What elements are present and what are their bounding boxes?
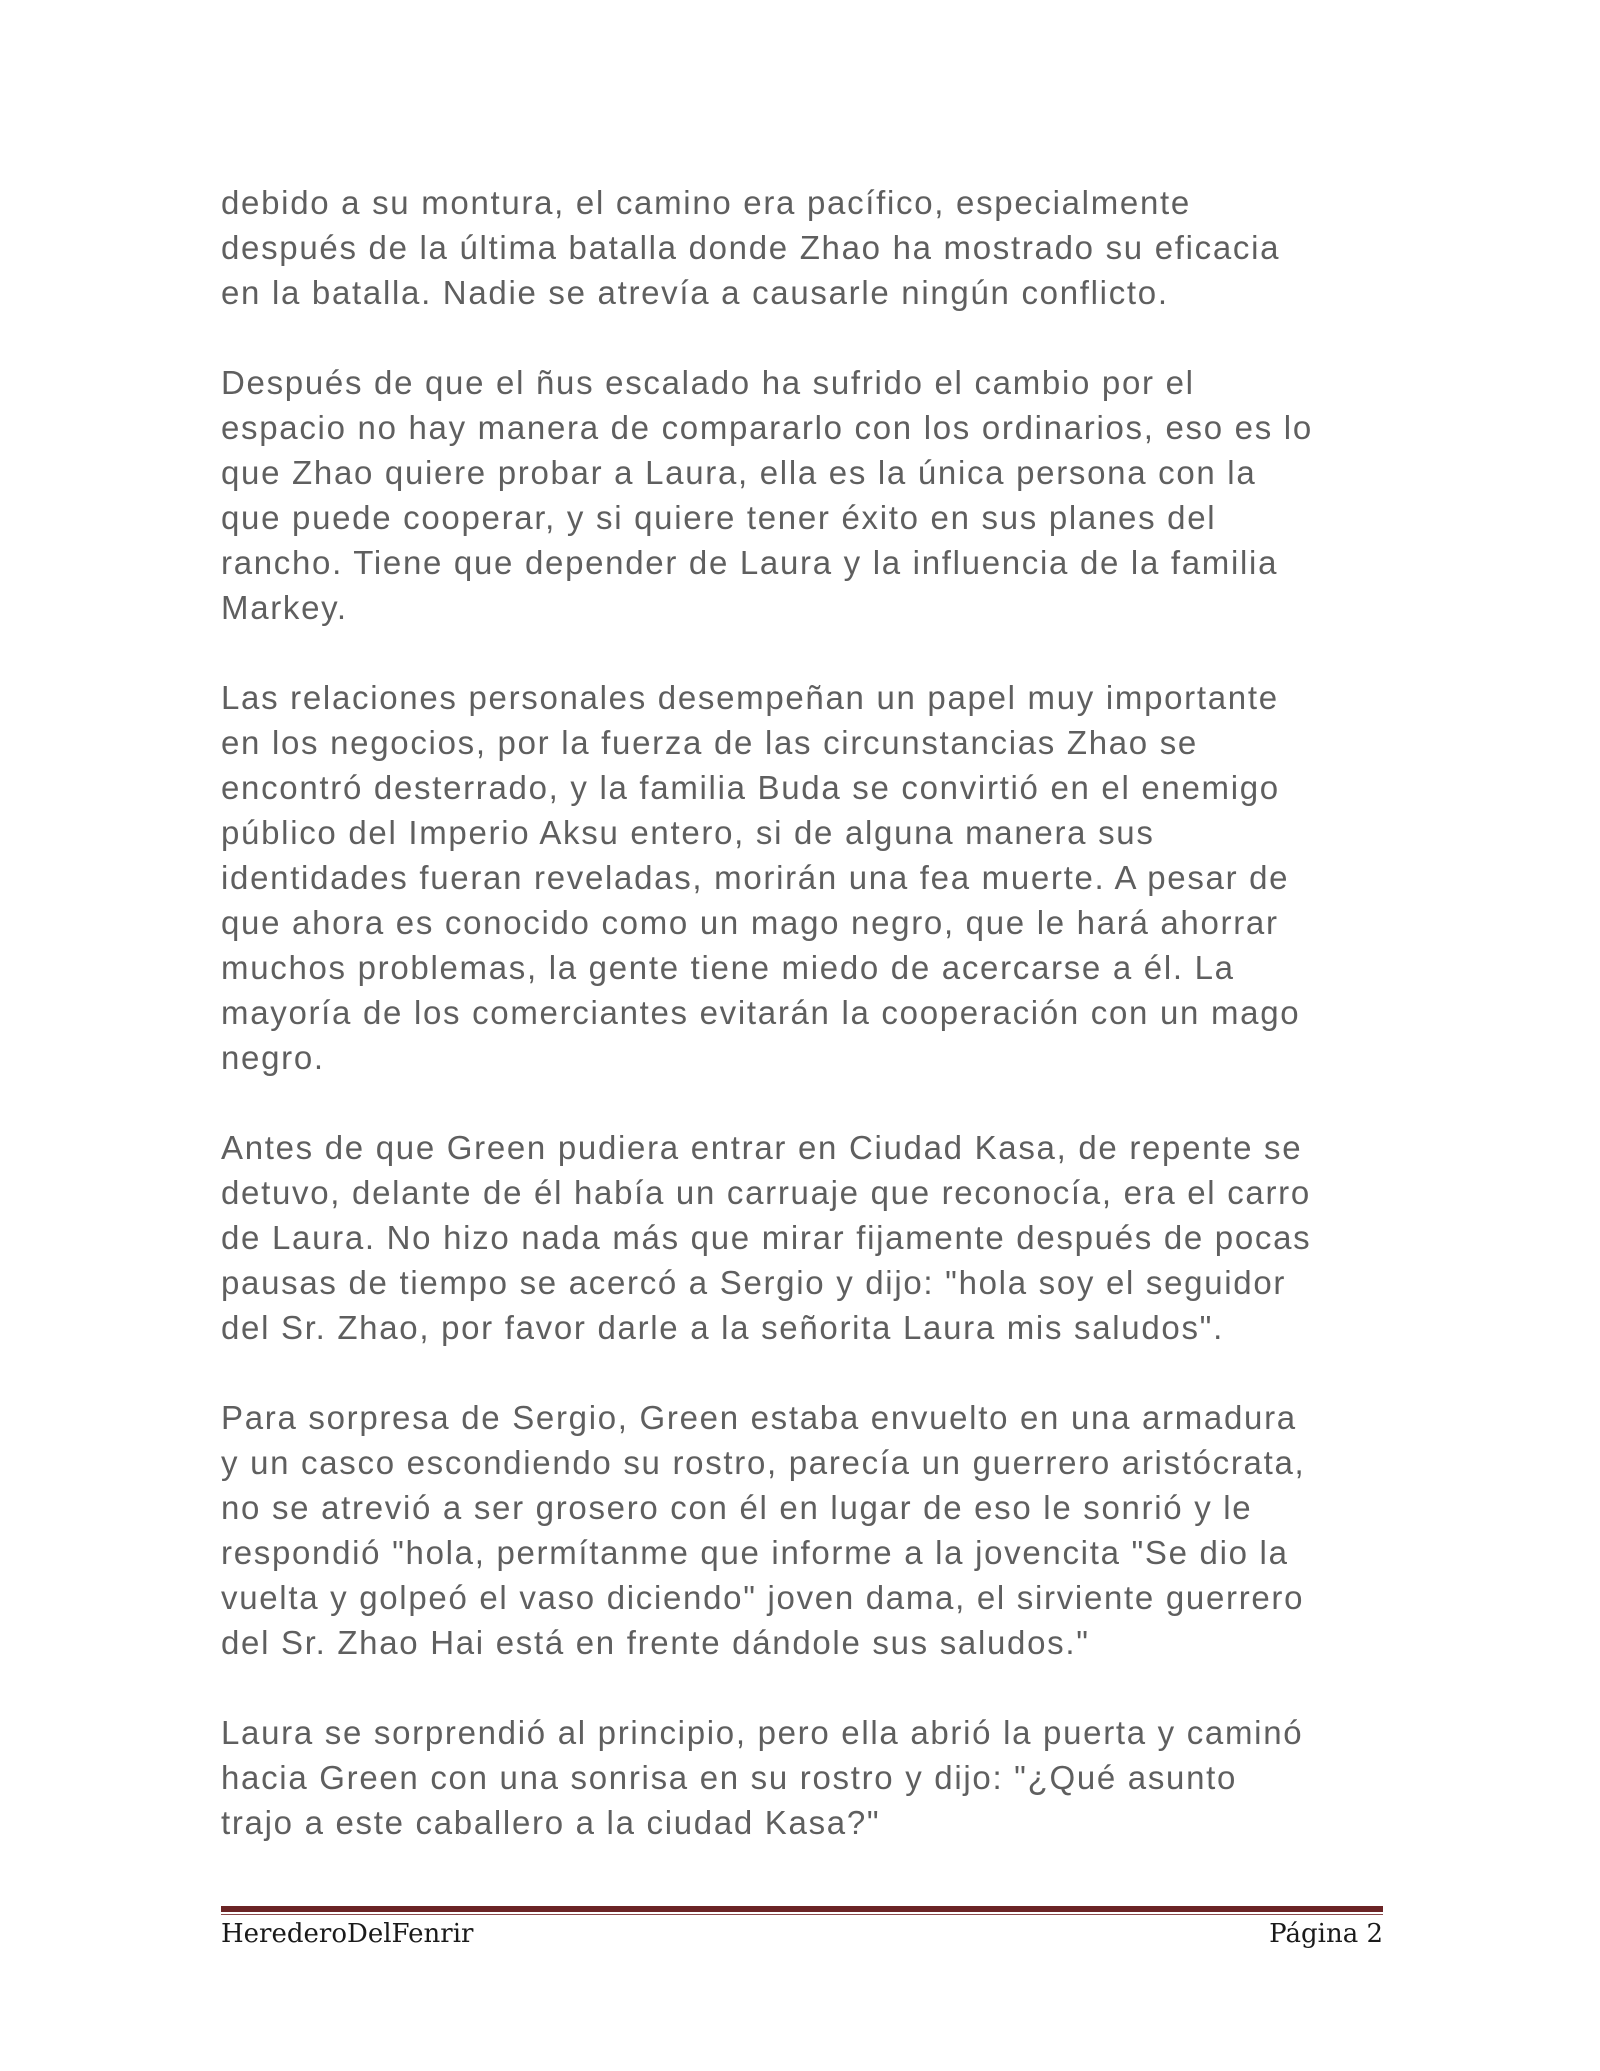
text-line: Laura se sorprendió al principio, pero ella abrió la puerta y caminó [221, 1714, 1304, 1751]
footer-divider [221, 1906, 1383, 1912]
text-line: Para sorpresa de Sergio, Green estaba envuelto en una armadura [221, 1399, 1297, 1436]
text-line: mayoría de los comerciantes evitarán la cooperación con un mago [221, 994, 1301, 1031]
paragraph [221, 1710, 1381, 1845]
text-line: que puede cooperar, y si quiere tener éxito en sus planes del [221, 499, 1217, 536]
text-line: Las relaciones personales desempeñan un papel muy importante [221, 679, 1279, 716]
text-line: trajo a este caballero a la ciudad Kasa?" [221, 1804, 881, 1841]
text-line: del Sr. Zhao, por favor darle a la señorita Laura mis saludos". [221, 1309, 1224, 1346]
text-line: Markey. [221, 589, 348, 626]
paragraph [221, 675, 1381, 1080]
text-line: negro. [221, 1039, 325, 1076]
text-line: y un casco escondiendo su rostro, parecía un guerrero aristócrata, [221, 1444, 1306, 1481]
text-line: del Sr. Zhao Hai está en frente dándole sus saludos." [221, 1624, 1090, 1661]
text-line: debido a su montura, el camino era pacífico, especialmente [221, 184, 1191, 221]
text-line: detuvo, delante de él había un carruaje que reconocía, era el carro [221, 1174, 1311, 1211]
text-line: muchos problemas, la gente tiene miedo de acercarse a él. La [221, 949, 1235, 986]
text-line: en los negocios, por la fuerza de las circunstancias Zhao se [221, 724, 1198, 761]
text-line: espacio no hay manera de compararlo con los ordinarios, eso es lo [221, 409, 1313, 446]
text-line: que Zhao quiere probar a Laura, ella es la única persona con la [221, 454, 1257, 491]
text-line: público del Imperio Aksu entero, si de alguna manera sus [221, 814, 1155, 851]
footer-author: HerederoDelFenrir [221, 1919, 474, 1949]
text-line: Después de que el ñus escalado ha sufrido el cambio por el [221, 364, 1195, 401]
paragraph [221, 180, 1381, 315]
text-line: pausas de tiempo se acercó a Sergio y dijo: "hola soy el seguidor [221, 1264, 1287, 1301]
footer-divider-thin [221, 1914, 1383, 1915]
text-line: hacia Green con una sonrisa en su rostro y dijo: "¿Qué asunto [221, 1759, 1238, 1796]
footer-page-number: Página 2 [1269, 1919, 1383, 1949]
text-line: encontró desterrado, y la familia Buda se convirtió en el enemigo [221, 769, 1280, 806]
text-line: vuelta y golpeó el vaso diciendo" joven dama, el sirviente guerrero [221, 1579, 1305, 1616]
text-line: identidades fueran reveladas, morirán una fea muerte. A pesar de [221, 859, 1290, 896]
text-line: respondió "hola, permítanme que informe a la jovencita "Se dio la [221, 1534, 1289, 1571]
paragraph [221, 1395, 1381, 1665]
text-line: rancho. Tiene que depender de Laura y la influencia de la familia [221, 544, 1279, 581]
text-line: que ahora es conocido como un mago negro, que le hará ahorrar [221, 904, 1279, 941]
paragraph [221, 1125, 1381, 1350]
text-line: Antes de que Green pudiera entrar en Ciudad Kasa, de repente se [221, 1129, 1303, 1166]
text-line: después de la última batalla donde Zhao ha mostrado su eficacia [221, 229, 1281, 266]
paragraph [221, 360, 1381, 630]
body-text [221, 180, 1381, 1890]
text-line: en la batalla. Nadie se atrevía a causarle ningún conflicto. [221, 274, 1169, 311]
text-line: no se atrevió a ser grosero con él en lugar de eso le sonrió y le [221, 1489, 1253, 1526]
text-line: de Laura. No hizo nada más que mirar fijamente después de pocas [221, 1219, 1312, 1256]
